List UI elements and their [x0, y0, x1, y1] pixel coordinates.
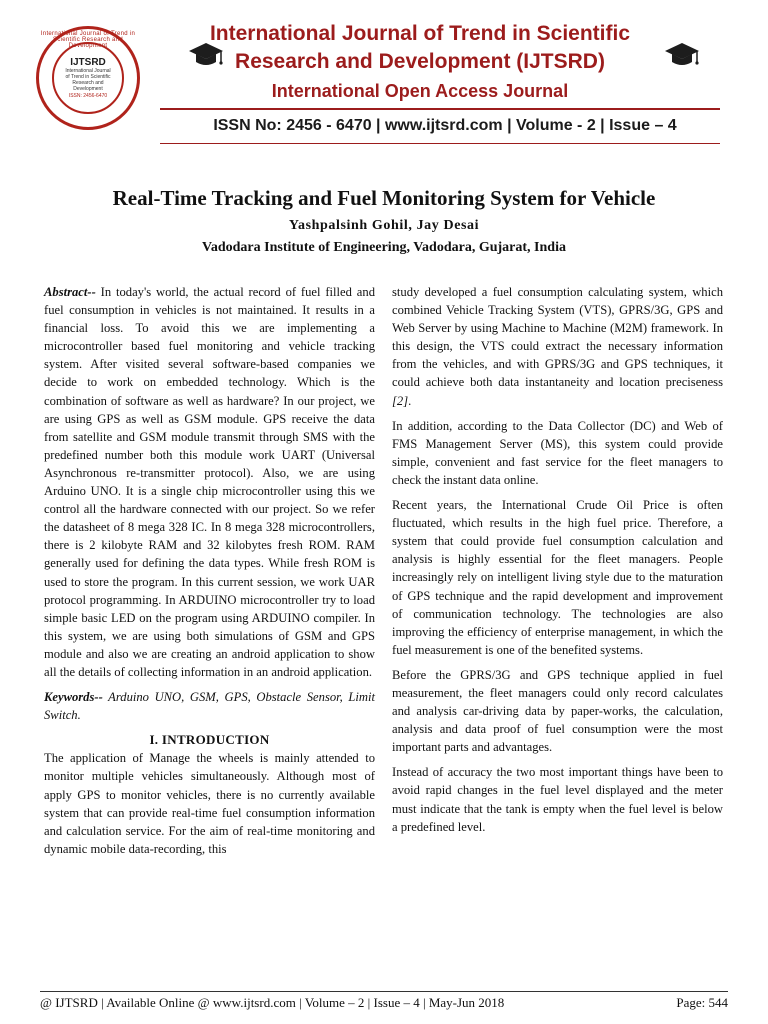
graduation-cap-icon	[188, 40, 224, 70]
paper-affiliation: Vadodara Institute of Engineering, Vadodara, Gujarat, India	[202, 240, 566, 255]
footer-info: @ IJTSRD | Available Online @ www.ijtsrd.com | Volume – 2 | Issue – 4 | May-Jun 2018	[40, 995, 505, 1010]
paper-authors: Yashpalsinh Gohil, Jay Desai	[288, 218, 480, 233]
header-divider	[160, 108, 720, 110]
logo-line: of Trend in Scientific	[65, 74, 111, 80]
logo-line: International Journal	[65, 68, 111, 74]
graduation-cap-icon	[664, 40, 700, 70]
logo-abbr: IJTSRD	[70, 57, 106, 68]
keywords-text: Arduino UNO, GSM, GPS, Obstacle Sensor, Limit Switch.	[44, 690, 375, 723]
journal-title	[150, 20, 690, 76]
journal-title-line1: International Journal of Trend in Scientific	[209, 22, 631, 45]
logo-ring-text: International Journal of Trend in Scientific Research and Development	[40, 31, 136, 49]
body-text: study developed a fuel consumption calculating system, which combined Vehicle Tracking System (VTS), GPRS/3G, GPS and Web Server by using Machine to Machine (M2M) framework. In this design, the VTS could extract the necessary information from the vehicles, and with GPRS/3G and GPS techniques, it could achieve both data instantaneity and location preciseness	[392, 285, 723, 390]
logo-issn: ISSN: 2456-6470	[68, 93, 108, 99]
journal-title-line2: Research and Development (IJTSRD)	[235, 50, 605, 73]
section-heading-introduction: I. INTRODUCTION	[149, 732, 270, 748]
journal-logo	[36, 26, 140, 130]
body-paragraph	[392, 283, 723, 410]
keywords-label: Keywords--	[44, 690, 103, 705]
page-footer	[40, 995, 728, 1011]
abstract-label: Abstract--	[44, 285, 96, 299]
logo-line: Development	[73, 86, 103, 92]
body-paragraph: In addition, according to the Data Collector (DC) and Web of FMS Management Server (MS), this system could provide simple, convenient and fast service for the fleet managers to check the instant data online.	[392, 418, 723, 487]
abstract-paragraph	[44, 283, 375, 681]
body-paragraph: Recent years, the International Crude Oil Price is often fluctuated, which results in the high fuel price. Therefore, a system that could provide fuel consumption calculation and analysis is highly essential for the fleet managers. People increasingly rely on intelligent living style due to the maturation of GPS technique and the rapid development and improvement of communication technology. The technologies are also improving the efficiency of enterprise management, in which the fuel measurement is one of the benefited systems.	[392, 498, 723, 657]
keywords-paragraph	[44, 688, 375, 724]
journal-subtitle: International Open Access Journal	[271, 81, 569, 101]
header-divider	[160, 143, 720, 144]
body-paragraph: Instead of accuracy the two most important things have been to avoid rapid changes in the fuel level displayed and the meter must indicate that the tank is empty when the fuel level is below a predefined level.	[392, 765, 723, 834]
issn-line: ISSN No: 2456 - 6470 | www.ijtsrd.com | Volume - 2 | Issue – 4	[213, 117, 677, 134]
introduction-paragraph: The application of Manage the wheels is mainly attended to monitor multiple vehicles simultaneously. Although most of apply GPS to monitor vehicles, there is no currently available system that can provide real-time fuel consumption information and calculation service. For the aim of real-time monitoring and dynamic mobile data-recording, this	[44, 751, 375, 856]
logo-line: Research and	[72, 80, 104, 86]
citation-link[interactable]: [2]	[392, 393, 409, 408]
abstract-text: In today's world, the actual record of fuel filled and fuel consumption in vehicles is not maintained. It results in a financial loss. To avoid this we are implementing a microcontroller based fuel monitoring and vehicle tracking system. After visited several software-based companies we decide to work on embedded technology. Which is the combination of software as well as hardware? In our project, we are using GPS as well as GSM module. GPS receive the data from satellite and GSM module transmit through SMS with the predefined number both this module work UART (Universal Asynchronous re-transmitter protocol). Also, we are using Arduino UNO. It is a single chip microcontroller using this we control all the hardware connected with our project. So we refer the datasheet of 8 mega 328 IC. In 8 mega 328 microcontrollers, there is 2 kilobyte RAM and 32 kilobytes fresh ROM. RAM generally used for defining the data types. While fresh ROM is used to store the program. In this current session, we work UAR protocol programming. In ARDUINO microcontroller try to load simple basic LED on the program using ARDUINO compiler. In this system, we are using both simulations of GSM and GPS module and also we are creating an android application to show all the details of collecting information in an android application.	[44, 285, 375, 679]
body-text: .	[408, 393, 412, 408]
paper-title: Real-Time Tracking and Fuel Monitoring System for Vehicle	[112, 186, 656, 210]
footer-divider	[40, 991, 728, 992]
body-paragraph: Before the GPRS/3G and GPS technique applied in fuel measurement, the fleet managers could only record calculates and analysis car-driving data by paper-works, the calculation, analysis and data proof of fuel consumption were the most important parts and advantages.	[392, 667, 723, 755]
left-column	[44, 283, 375, 865]
logo-emblem	[52, 42, 124, 114]
page-number: Page: 544	[676, 995, 728, 1010]
right-column	[392, 283, 723, 843]
journal-header	[0, 0, 768, 150]
